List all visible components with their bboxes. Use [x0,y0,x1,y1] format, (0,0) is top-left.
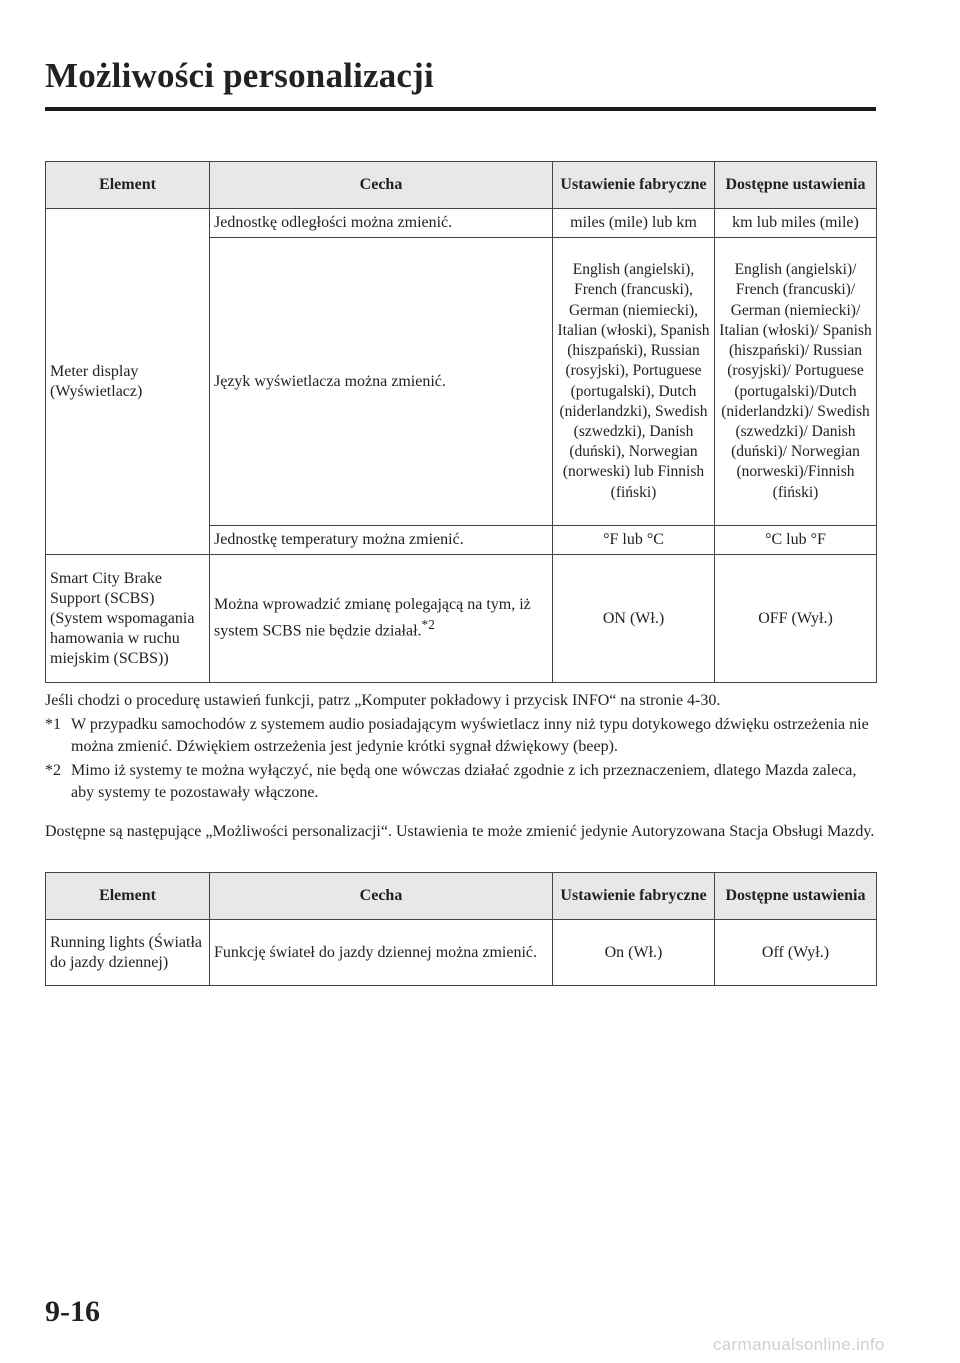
language-factory: English (angielski), French (francuski), German (niemiecki), Italian (włoski), Spanish (hiszpański), Russian (rosyjski), Portuguese (portugalski), Dutch (niderlandzki), Swedish (szwedzki), Danish (duński), Norwegian (norweski) lub Finnish (fiński) [553,238,715,526]
header-element: Element [46,162,210,209]
table-header-row [46,873,877,920]
running-lights-element: Running lights (Światła do jazdy dziennej) [46,920,210,986]
notes-section [45,690,877,843]
distance-factory: miles (mile) lub km [553,209,715,238]
meter-display-element: Meter display (Wyświetlacz) [46,209,210,555]
header-ustawienie: Ustawienie fabryczne [553,162,715,209]
table-row [46,555,877,683]
scbs-feature-text: Można wprowadzić zmianę polegającą na tym, iż system SCBS nie będzie działał. [214,596,531,640]
settings-table-2 [45,872,877,986]
header-ustawienie: Ustawienie fabryczne [553,873,715,920]
footnote-2 [45,760,877,804]
header-cecha: Cecha [210,873,553,920]
intro-paragraph: Dostępne są następujące „Możliwości personalizacji“. Ustawienia te może zmienić jedynie Autoryzowana Stacja Obsługi Mazdy. [45,823,875,840]
settings-table-1 [45,161,877,683]
distance-options: km lub miles (mile) [715,209,877,238]
running-lights-options: Off (Wył.) [715,920,877,986]
footnote-1-mark: *1 [45,716,61,733]
running-lights-feature: Funkcję świateł do jazdy dziennej można zmienić. [210,920,553,986]
page-number: 9-16 [45,1295,100,1328]
scbs-feature [210,555,553,683]
footnote-2-mark: *2 [45,762,61,779]
temperature-options: °C lub °F [715,526,877,555]
scbs-options: OFF (Wył.) [715,555,877,683]
scbs-footnote-ref: *2 [421,617,435,633]
scbs-element: Smart City Brake Support (SCBS) (System wspomagania hamowania w ruchu miejskim (SCBS)) [46,555,210,683]
page-title: Możliwości personalizacji [45,56,434,95]
language-feature: Język wyświetlacza można zmienić. [210,238,553,526]
header-element: Element [46,873,210,920]
table-row [46,920,877,986]
title-divider [45,107,876,111]
scbs-factory: ON (Wł.) [553,555,715,683]
table-header-row [46,162,877,209]
footnote-1-text: W przypadku samochodów z systemem audio posiadającym wyświetlacz inny niż typu dotykowego dźwięku ostrzeżenia nie można zmienić. Dźwiękiem ostrzeżenia jest jedynie krótki sygnał dźwiękowy (beep). [71,716,869,755]
reference-note: Jeśli chodzi o procedurę ustawień funkcji, patrz „Komputer pokładowy i przycisk INFO“ na stronie 4-30. [45,692,721,709]
header-dostepne: Dostępne ustawienia [715,162,877,209]
temperature-factory: °F lub °C [553,526,715,555]
table-row [46,209,877,238]
header-cecha: Cecha [210,162,553,209]
header-dostepne: Dostępne ustawienia [715,873,877,920]
running-lights-factory: On (Wł.) [553,920,715,986]
watermark[interactable]: carmanualsonline.info [713,1335,885,1354]
distance-feature: Jednostkę odległości można zmienić. [210,209,553,238]
footnote-2-text: Mimo iż systemy te można wyłączyć, nie będą one wówczas działać zgodnie z ich przeznaczeniem, dlatego Mazda zaleca, aby systemy te pozostawały włączone. [71,762,857,801]
language-options: English (angielski)/ French (francuski)/ German (niemiecki)/ Italian (włoski)/ Spanish (hiszpański)/ Russian (rosyjski)/ Portuguese (portugalski)/Dutch (niderlandzki)/ Swedish (szwedzki)/ Danish (duński)/ Norwegian (norweski)/Finnish (fiński) [715,238,877,526]
footnote-1 [45,714,877,758]
temperature-feature: Jednostkę temperatury można zmienić. [210,526,553,555]
